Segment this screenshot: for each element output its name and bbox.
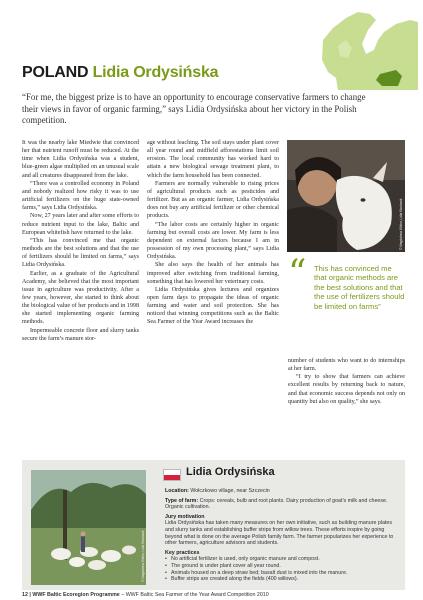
poland-flag-icon <box>163 469 181 481</box>
location-value: Wołczkowo village, near Szczecin <box>190 488 270 494</box>
list-item: • No artificial fertilizer is used, only organic manure and compost. <box>165 556 397 563</box>
farm-type-value: Crops: cereals, bulb and root plants. Dairy production of goat’s milk and cheese. Organic cultivation. <box>165 497 388 511</box>
list-item: • The ground is under plant cover all year round. <box>165 563 397 570</box>
paragraph: Earlier, as a graduate of the Agricultural Academy, she believed that the most important issue in agriculture was productivity. After a few years, however, she started to think about the biological value of her products and in 1998 she started implementing organic farming methods. <box>22 270 139 326</box>
quote-mark-icon: “ <box>288 253 307 294</box>
paragraph: Impermeable concrete floor and slurry tanks secure the farm’s manure stor- <box>22 327 139 342</box>
location-label: Location: <box>165 488 189 494</box>
paragraph: “This has convinced me that organic methods are the best solutions and that the use of fertilizers should be limited on farms,” says Lidia Ordysińska. <box>22 237 139 269</box>
paragraph: Now, 27 years later and after some efforts to reduce nutrient input to the lake, Baltic and European whitefish have returned to the lake. <box>22 213 139 236</box>
photo-farmer-with-goat <box>287 140 405 252</box>
paragraph: Lidia Ordysińska gives lectures and organizes open farm days to propagate the ideas of organic farming and water and soil protection. She has noticed that winning competitions such as the Baltic Sea Farmer of the Year Award increases the <box>147 286 279 326</box>
profile-name: Lidia Ordysińska <box>186 466 275 478</box>
paragraph: She also says the health of her animals has improved after switching from traditional farming, something that has lowered her veterinary costs. <box>147 262 279 285</box>
paragraph: “I try to show that farmers can achieve excellent results by returning back to nature, and that economic success depends not only on quantity but also on quality,” she says. <box>288 374 405 405</box>
jury-motivation-text: Lidia Ordysińska has taken many measures on her own initiative, such as building manure plates and slurry tanks and establishing buffer strips from willow trees. These efforts inspire by going beyond what is done on the average Polish family farm. The farmer popularizes her experience to other farmers, agriculture advisors and students. <box>165 520 394 547</box>
pull-quote-text: This has convinced me that organic methods are the best solutions and that the use of fertilizers should be limited on farms” <box>314 264 405 311</box>
photo-farm-goats <box>31 470 146 585</box>
body-column-3 <box>288 357 405 406</box>
photo-credit: © Magdalena Wiktor, Lidia Wacławik <box>399 198 403 250</box>
paragraph: “There was a controlled economy in Poland and nobody realized how risky it was to use artificial fertilizers on the huge state-owned farms,” says Lidia Ordysińska. <box>22 180 139 212</box>
jury-motivation-heading: Jury motivation <box>165 513 205 520</box>
paragraph: Farmers are normally vulnerable to rising prices of agricultural products such as pesticides and fertilizer. But as an organic farmer, Lidia Ordysińska does not buy any artificial fertilizer or other chemical products. <box>147 180 279 220</box>
title-name: Lidia Ordysińska <box>92 64 219 81</box>
footer-separator: – <box>121 592 125 598</box>
list-item: • Animals housed on a deep straw bed; basalt dust is mixed into the manure. <box>165 570 397 577</box>
paragraph: number of students who want to do internships at her farm. <box>288 358 405 373</box>
page-number: 12 | <box>22 592 31 598</box>
footer-programme: WWF Baltic Ecoregion Programme <box>32 592 120 598</box>
paragraph: age without leaching. The soil stays under plant cover all year round and midfield afforestations limit soil erosion. The local community has worked hard to attain a new biological sewage treatment plant, to which the farm household has been connected. <box>147 140 279 179</box>
paragraph: “The labor costs are certainly higher in organic farming but overall costs are lower. My farm is less dependent on external factors because I am in possession of my own processing plant,” says Lidia Ordysińska. <box>147 221 279 261</box>
photo-credit: © Magdalena Wiktor, Lidia Wacławik <box>141 530 145 582</box>
page-footer <box>22 592 269 598</box>
list-item: • Buffer strips are created along the fields (400 willows). <box>165 576 397 583</box>
farm-type-label: Type of farm: <box>165 497 199 504</box>
footer-competition: WWF Baltic Sea Farmer of the Year Award Competition 2010 <box>125 592 269 598</box>
pull-quote <box>288 253 405 352</box>
key-practices-list <box>165 556 397 582</box>
key-practices-heading: Key practices <box>165 549 200 556</box>
intro-paragraph: “For me, the biggest prize is to have an opportunity to encourage conservative farmers to change their views in favor of organic farming,” says Lidia Ordysińska about her victory in the Polish competition. <box>22 92 366 125</box>
body-column-1 <box>22 139 139 343</box>
title-country: POLAND <box>22 64 89 81</box>
body-column-2 <box>147 139 279 327</box>
article-title <box>22 64 218 82</box>
profile-details <box>165 488 397 583</box>
paragraph: It was the nearby lake Miedwie that convinced her that nutrient runoff must be reduced. At the time when Lidia Ordysińska was a student, blue-green algae multiplied on an unusual scale and all creatures disappeared from the lake. <box>22 140 139 179</box>
baltic-region-map <box>318 10 418 90</box>
